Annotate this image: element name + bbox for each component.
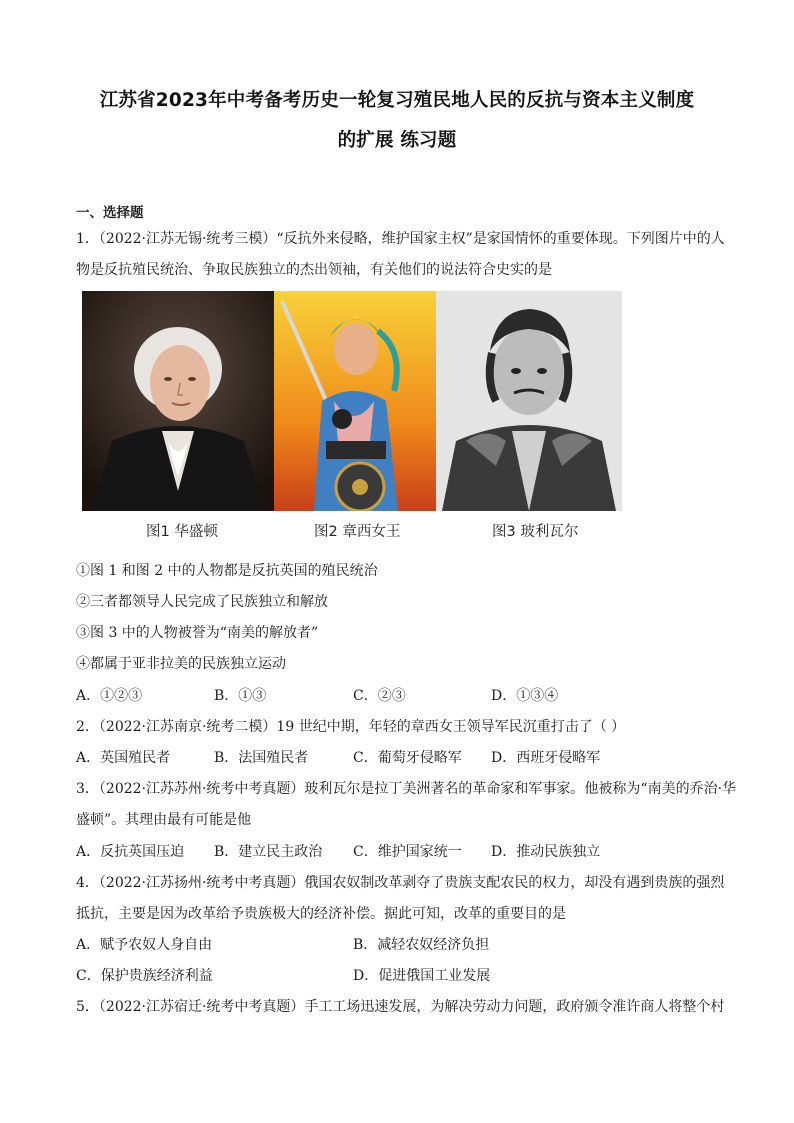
q2-stem: 2．（2022·江苏南京·统考二模）19 世纪中期，年轻的章西女王领导军民沉重打击了（ ）	[76, 719, 626, 735]
document-title-line-2: 的扩展 练习题	[337, 130, 457, 151]
figure-1-washington-portrait	[82, 291, 274, 511]
figure-3-caption: 图3 玻利瓦尔	[492, 524, 579, 540]
q3-stem-line-1: 3．（2022·江苏苏州·统考中考真题）玻利瓦尔是拉丁美洲著名的革命家和军事家。他被称为“南美的乔治·华	[76, 781, 737, 797]
q2-option-b: B．法国殖民者	[214, 750, 309, 766]
document-title-line-1: 江苏省2023年中考备考历史一轮复习殖民地人民的反抗与资本主义制度	[99, 90, 695, 111]
q4-option-c: C．保护贵族经济利益	[76, 968, 213, 984]
q1-statement-2: ②三者都领导人民完成了民族独立和解放	[76, 594, 328, 610]
q1-option-d: D．①③④	[491, 688, 559, 704]
figure-2-caption: 图2 章西女王	[314, 524, 401, 540]
figure-1-caption: 图1 华盛顿	[146, 524, 218, 540]
q1-option-b: B．①③	[214, 688, 267, 704]
q1-stem-line-1: 1．（2022·江苏无锡·统考三模）“反抗外来侵略，维护国家主权”是家国情怀的重要体现。下列图片中的人	[76, 231, 725, 247]
q2-option-d: D．西班牙侵略军	[491, 750, 601, 766]
q1-option-a: A．①②③	[76, 688, 143, 704]
q3-option-d: D．推动民族独立	[491, 844, 601, 860]
q1-statement-1: ①图 1 和图 2 中的人物都是反抗英国的殖民统治	[76, 563, 378, 579]
section-heading: 一、选择题	[76, 205, 144, 221]
figure-3-bolivar-portrait	[436, 291, 622, 511]
q1-statement-4: ④都属于亚非拉美的民族独立运动	[76, 656, 286, 672]
q3-option-c: C．维护国家统一	[353, 844, 462, 860]
q5-stem-line-1: 5．（2022·江苏宿迁·统考中考真题）手工工场迅速发展，为解决劳动力问题，政府颁令准许商人将整个村	[76, 999, 725, 1015]
q4-stem-line-2: 抵抗，主要是因为改革给予贵族极大的经济补偿。据此可知，改革的重要目的是	[76, 906, 566, 922]
q3-option-b: B．建立民主政治	[214, 844, 323, 860]
q2-option-a: A．英国殖民者	[76, 750, 171, 766]
figure-2-rani-of-jhansi-painting	[274, 291, 436, 511]
q1-statement-3: ③图 3 中的人物被誉为“南美的解放者”	[76, 625, 319, 641]
q3-stem-line-2: 盛顿”。其理由最有可能是他	[76, 812, 252, 828]
q1-figure-strip	[82, 291, 622, 511]
q1-option-c: C．②③	[353, 688, 406, 704]
q1-stem-line-2: 物是反抗殖民统治、争取民族独立的杰出领袖，有关他们的说法符合史实的是	[76, 262, 552, 278]
q4-option-a: A．赋予农奴人身自由	[76, 937, 213, 953]
q3-option-a: A．反抗英国压迫	[76, 844, 185, 860]
q2-option-c: C．葡萄牙侵略军	[353, 750, 462, 766]
q4-option-b: B．减轻农奴经济负担	[353, 937, 490, 953]
q4-stem-line-1: 4．（2022·江苏扬州·统考中考真题）俄国农奴制改革剥夺了贵族支配农民的权力，却没有遇到贵族的强烈	[76, 875, 725, 891]
q4-option-d: D．促进俄国工业发展	[353, 968, 491, 984]
